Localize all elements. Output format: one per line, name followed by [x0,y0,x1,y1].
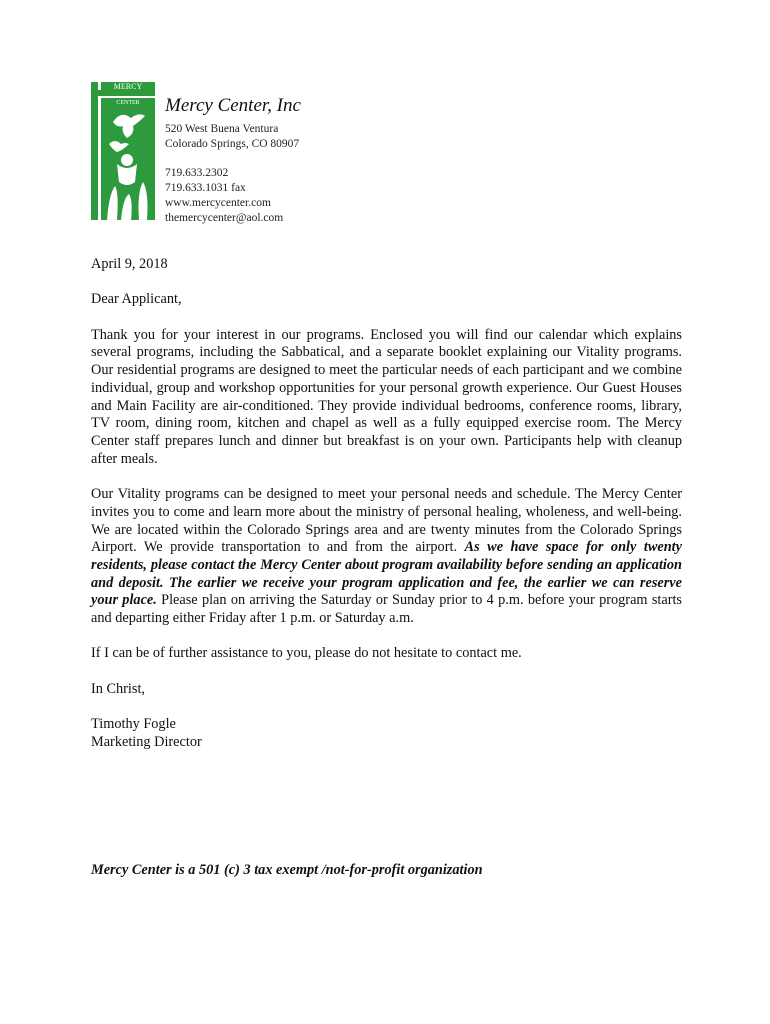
phone: 719.633.2302 [165,167,229,179]
paragraph-3: If I can be of further assistance to you, please do not hesitate to contact me. [91,645,522,662]
address-line-2: Colorado Springs, CO 80907 [165,138,300,150]
org-name: Mercy Center, Inc [165,95,301,116]
signer-name: Timothy Fogle [91,716,176,733]
signer-title: Marketing Director [91,733,202,750]
email: themercycenter@aol.com [165,212,284,224]
paragraph-1: Thank you for your interest in our programs. Enclosed you will find our calendar which explains several programs, including the Sabbatical, and a separate booklet explaining our Vitality programs. Our residential programs are designed to meet the particular needs of each participant and we combine individual, group and workshop opportunities for your personal growth experience. Our Guest Houses and Main Facility are air-conditioned. They provide individual bedrooms, conference rooms, library, TV room, dining room, kitchen and chapel as well as a fully equipped exercise room. The Mercy Center staff prepares lunch and dinner but breakfast is on your own. Participants help with cleanup after meals. [91,326,682,467]
letter-body [91,256,682,752]
address-line-1: 520 West Buena Ventura [165,123,279,135]
closing: In Christ, [91,680,146,697]
website: www.mercycenter.com [165,197,271,209]
logo-text-mercy: MERCY [113,82,143,91]
footer-note: Mercy Center is a 501 (c) 3 tax exempt /not-for-profit organization [91,862,483,878]
paragraph-2-emphasis: As we have space for only twenty residents, please contact the Mercy Center about program availability before sending an application and deposit. The earlier we receive your program application and fee, the earlier we can reserve your place. [91,539,682,609]
logo-text-center: CENTER [116,100,140,106]
fax: 719.633.1031 fax [165,182,246,194]
paragraph-2 [91,486,682,628]
salutation: Dear Applicant, [91,291,182,308]
letterhead [165,94,301,226]
paragraph-2-end: Please plan on arriving the Saturday or Sunday prior to 4 p.m. before your program starts and departing either Friday after 1 p.m. or Saturday a.m. [91,592,682,627]
closing-block [91,681,682,752]
letter-date: April 9, 2018 [91,256,168,272]
paragraph-2-start: Our Vitality programs can be designed to meet your personal needs and schedule. The Mercy Center invites you to come and learn more about the ministry of personal healing, wholeness, and well-being. We are located within the Colorado Springs area and are twenty minutes from the Colorado Springs Airport. We provide transportation to and from the airport. [91,486,682,556]
mercy-center-logo [91,82,155,220]
